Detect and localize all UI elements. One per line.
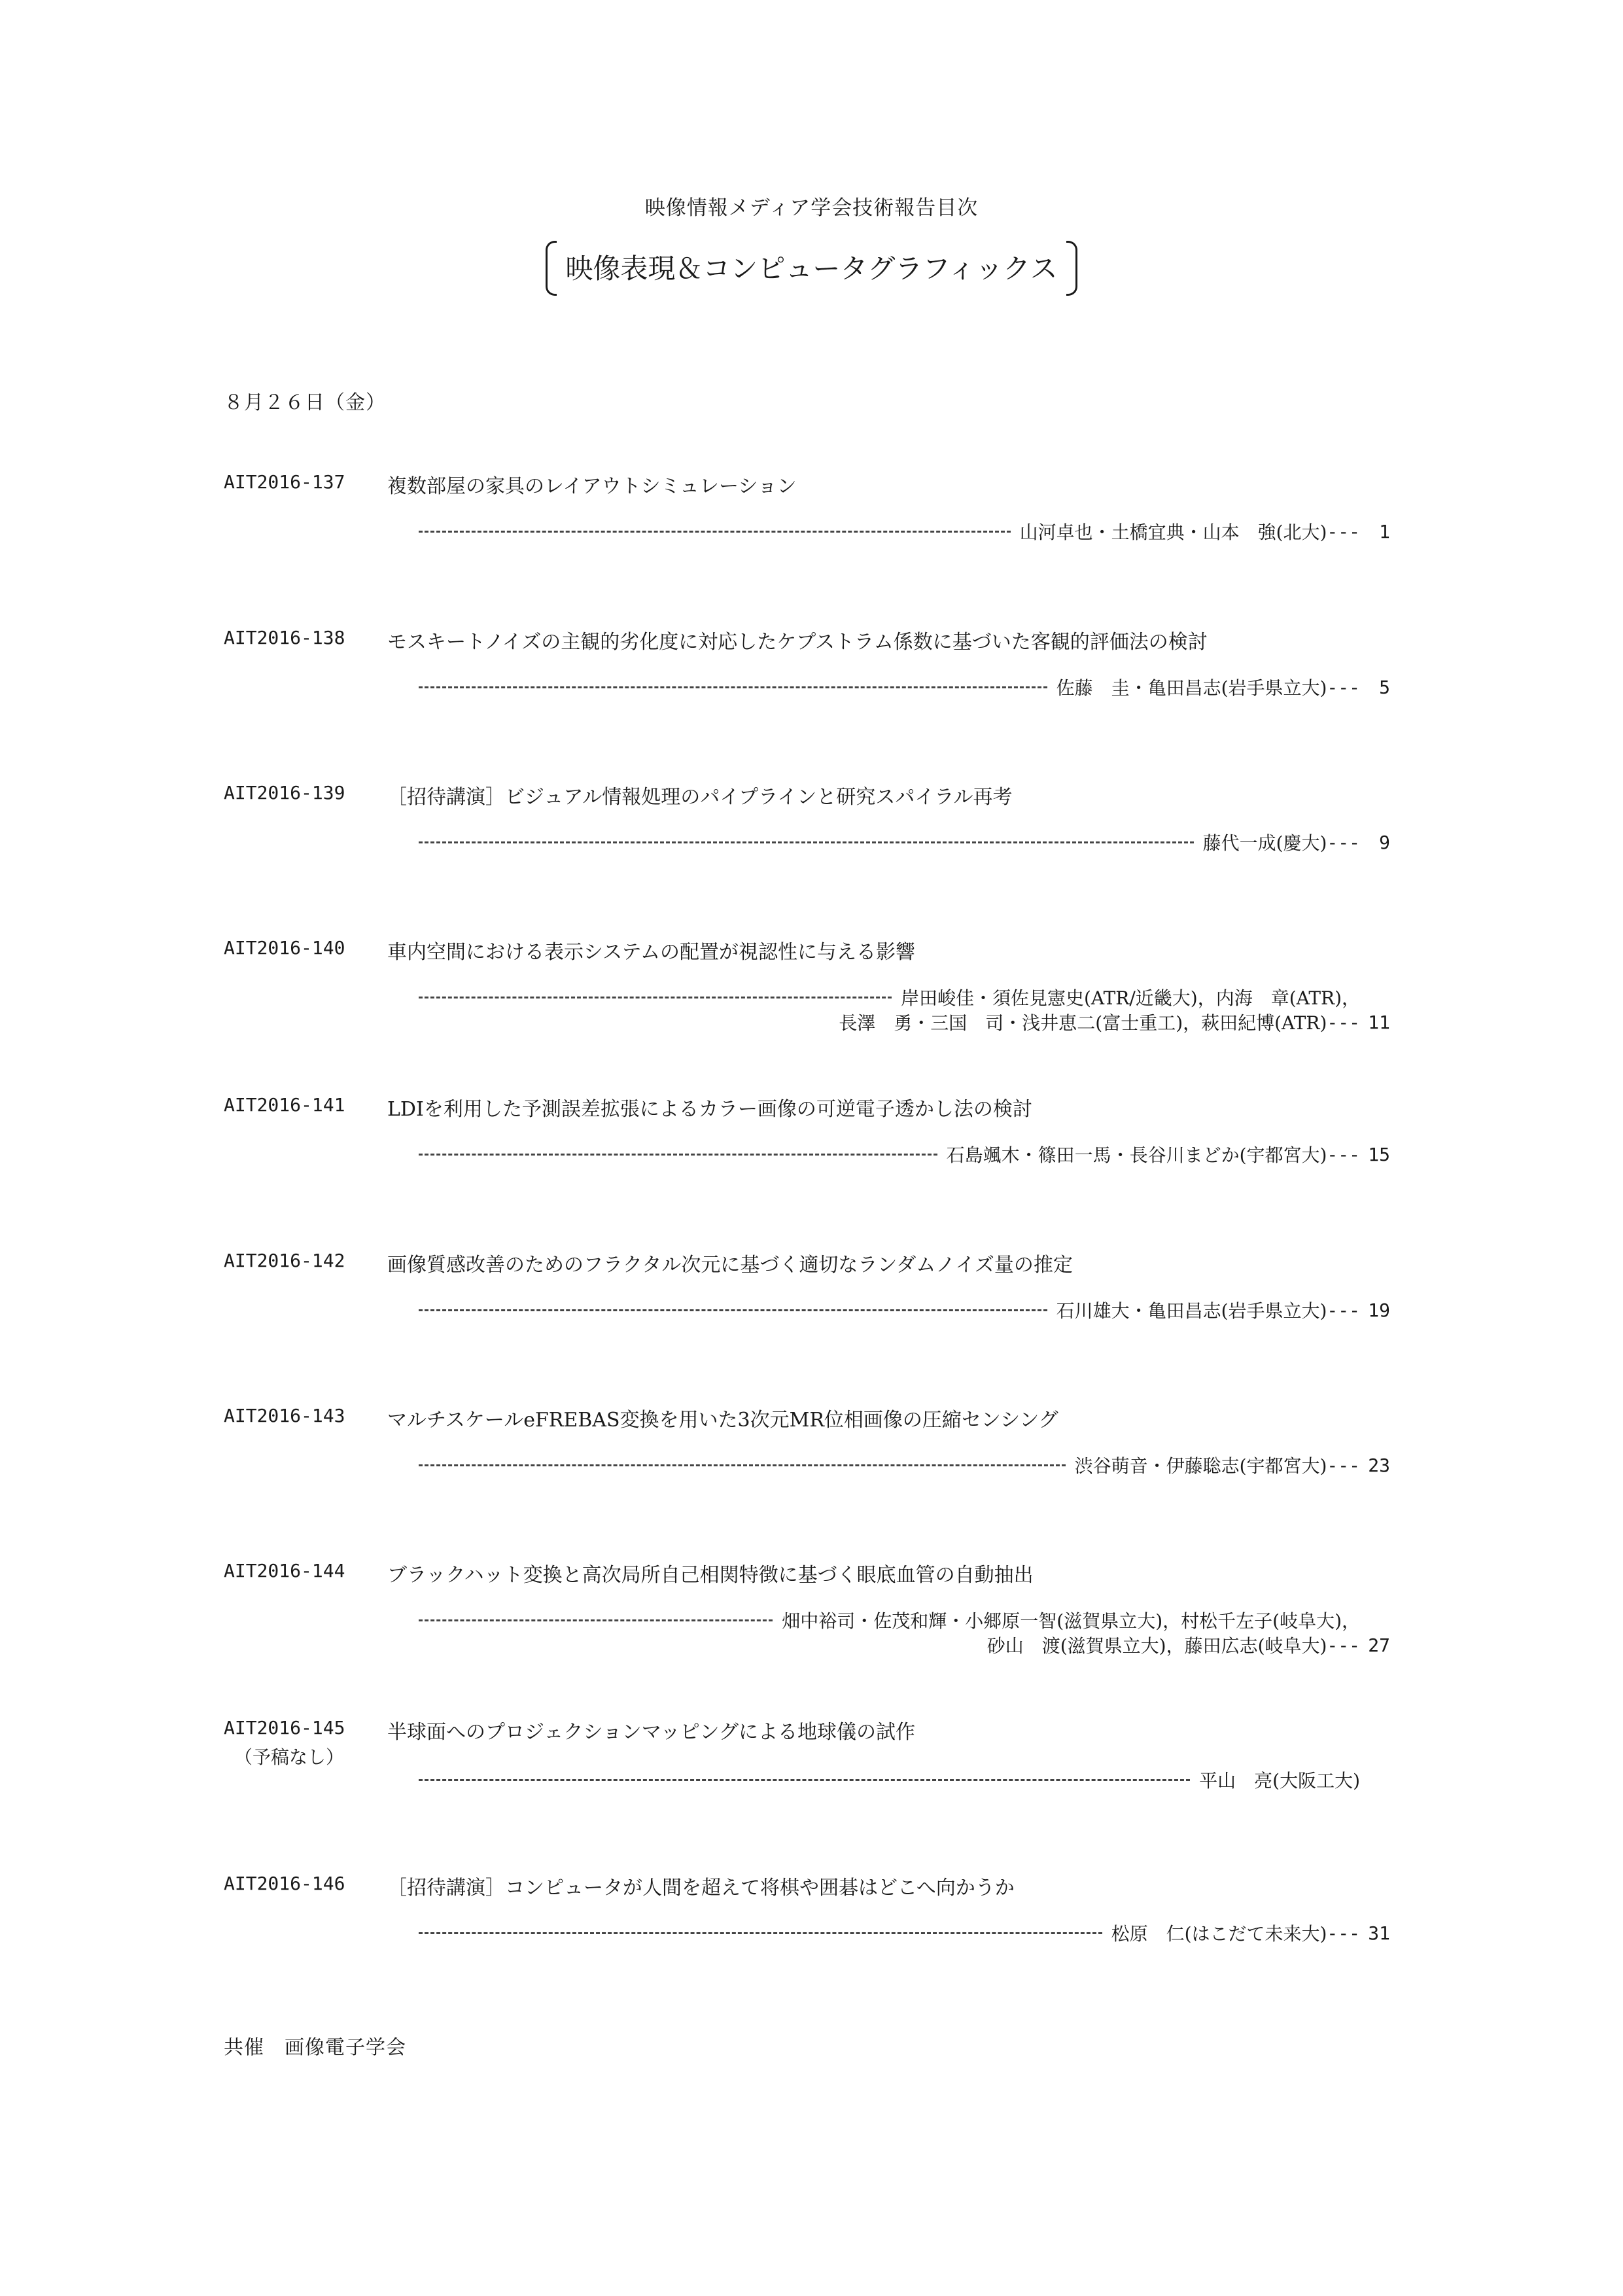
entry-authors: 佐藤 圭・亀田昌志(岩手県立大) <box>1056 677 1327 699</box>
entry-page: 9 <box>1379 831 1390 853</box>
dotted-leader <box>419 686 1047 688</box>
entry-note: （予稿なし） <box>234 1746 345 1768</box>
co-sponsor: 共催 画像電子学会 <box>224 2036 406 2059</box>
entry-page: 11 <box>1368 1011 1390 1033</box>
entry-title: モスキートノイズの主観的劣化度に対応したケプストラム係数に基づいた客観的評価法の検討 <box>387 631 1208 654</box>
dotted-leader <box>419 1619 773 1621</box>
entry-title: ［招待講演］コンピュータが人間を超えて将棋や囲碁はどこへ向かうか <box>387 1877 1015 1899</box>
leader-tail: --- <box>1327 1922 1360 1944</box>
entry-title: ブラックハット変換と高次局所自己相関特徴に基づく眼底血管の自動抽出 <box>387 1564 1034 1587</box>
leader-tail: --- <box>1327 520 1360 542</box>
header-subtitle: 映像情報メディア学会技術報告目次 <box>644 196 979 220</box>
entry-page: 15 <box>1368 1143 1390 1165</box>
entry-authors: 岸田峻佳・須佐見憲史(ATR/近畿大)，内海 章(ATR)， <box>900 987 1360 1009</box>
entry-authors: 山河卓也・土橋宜典・山本 強(北大) <box>1019 521 1327 543</box>
author-line <box>419 674 1390 700</box>
header-title-block <box>0 241 1623 293</box>
author-line-continued <box>419 1632 1390 1658</box>
author-line <box>419 518 1390 544</box>
dotted-leader <box>419 1154 937 1156</box>
author-line <box>419 1452 1390 1478</box>
entry-authors: 渋谷萌音・伊藤聡志(宇都宮大) <box>1074 1455 1327 1477</box>
entry-id: AIT2016-138 <box>224 627 345 648</box>
entry-id: AIT2016-140 <box>224 937 345 959</box>
author-line <box>419 829 1390 855</box>
entry-title: ［招待講演］ビジュアル情報処理のパイプラインと研究スパイラル再考 <box>387 786 1013 809</box>
leader-tail: --- <box>1327 1634 1360 1656</box>
dotted-leader <box>419 841 1194 843</box>
entry-authors: 藤代一成(慶大) <box>1202 832 1327 854</box>
entry-page: 31 <box>1368 1922 1390 1944</box>
entry-page: 5 <box>1379 676 1390 698</box>
entry-page: 27 <box>1368 1634 1390 1656</box>
entry-authors: 畑中裕司・佐茂和輝・小郷原一智(滋賀県立大)，村松千左子(岐阜大)， <box>782 1610 1360 1632</box>
entry-id: AIT2016-146 <box>224 1873 345 1894</box>
author-line <box>419 984 1390 1010</box>
entry-authors: 松原 仁(はこだて未来大) <box>1111 1923 1327 1945</box>
author-line-continued <box>419 1009 1390 1035</box>
entry-page: 23 <box>1368 1454 1390 1476</box>
entry-title: 複数部屋の家具のレイアウトシミュレーション <box>387 475 797 498</box>
right-bracket <box>1066 241 1077 296</box>
entry-id: AIT2016-142 <box>224 1250 345 1271</box>
author-line <box>419 1141 1390 1167</box>
entry-id: AIT2016-144 <box>224 1560 345 1581</box>
entry-authors: 石川雄大・亀田昌志(岩手県立大) <box>1056 1300 1327 1322</box>
session-date: ８月２６日（金） <box>224 391 386 414</box>
entry-page: 1 <box>1379 520 1390 542</box>
entry-id: AIT2016-145 <box>224 1717 345 1739</box>
entry-title: マルチスケールeFREBAS変換を用いた3次元MR位相画像の圧縮センシング <box>387 1409 1058 1432</box>
author-line <box>419 1920 1390 1946</box>
entry-title: 半球面へのプロジェクションマッピングによる地球儀の試作 <box>387 1721 915 1744</box>
entry-authors-continued: 長澤 勇・三国 司・浅井恵二(富士重工)，萩田紀博(ATR) <box>839 1012 1327 1034</box>
dotted-leader <box>419 1932 1102 1934</box>
dotted-leader <box>419 997 892 998</box>
leader-tail: --- <box>1327 676 1360 698</box>
leader-tail: --- <box>1327 1011 1360 1033</box>
entry-id: AIT2016-141 <box>224 1094 345 1116</box>
dotted-leader <box>419 1779 1190 1781</box>
author-line <box>419 1297 1390 1323</box>
leader-tail: --- <box>1327 1299 1360 1321</box>
leader-tail: --- <box>1327 1143 1360 1165</box>
author-line <box>419 1767 1390 1793</box>
entry-authors-continued: 砂山 渡(滋賀県立大)，藤田広志(岐阜大) <box>986 1635 1327 1657</box>
dotted-leader <box>419 1464 1066 1466</box>
entry-title: 画像質感改善のためのフラクタル次元に基づく適切なランダムノイズ量の推定 <box>387 1254 1073 1277</box>
entry-title: LDIを利用した予測誤差拡張によるカラー画像の可逆電子透かし法の検討 <box>387 1098 1032 1121</box>
entry-id: AIT2016-137 <box>224 471 345 493</box>
left-bracket <box>546 241 557 296</box>
author-line <box>419 1607 1390 1633</box>
entry-id: AIT2016-139 <box>224 782 345 804</box>
entry-id: AIT2016-143 <box>224 1405 345 1426</box>
entry-page: 19 <box>1368 1299 1390 1321</box>
dotted-leader <box>419 1309 1047 1311</box>
header-title: 映像表現＆コンピュータグラフィックス <box>565 253 1058 285</box>
entry-authors: 石島颯木・篠田一馬・長谷川まどか(宇都宮大) <box>946 1144 1327 1166</box>
entry-title: 車内空間における表示システムの配置が視認性に与える影響 <box>387 941 915 964</box>
leader-tail: --- <box>1327 1454 1360 1476</box>
leader-tail: --- <box>1327 831 1360 853</box>
dotted-leader <box>419 531 1011 533</box>
entry-authors: 平山 亮(大阪工大) <box>1199 1770 1360 1792</box>
